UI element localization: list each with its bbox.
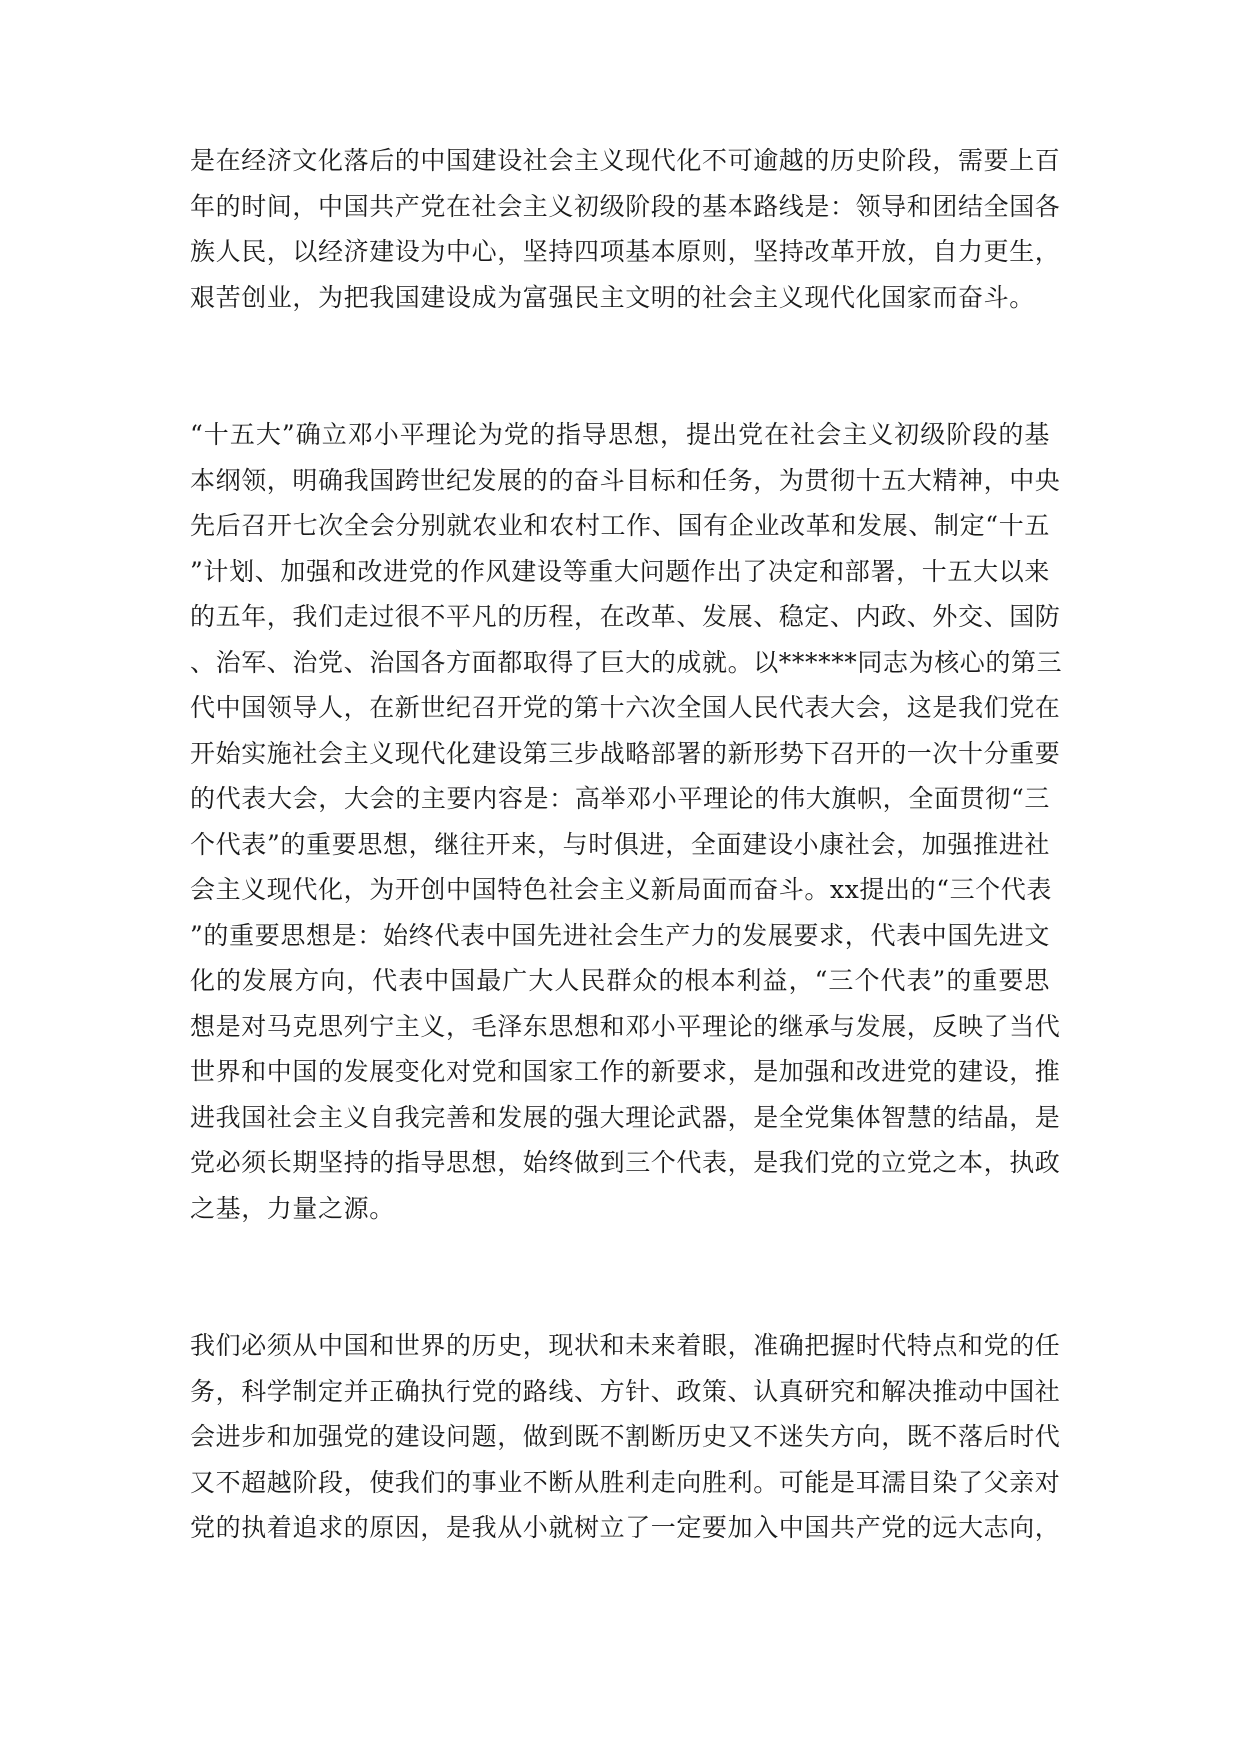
text-line: 的代表大会，大会的主要内容是：高举邓小平理论的伟大旗帜，全面贯彻“三 [190,784,1050,813]
text-line: 代中国领导人，在新世纪召开党的第十六次全国人民代表大会，这是我们党在 [190,693,1061,722]
paragraph-2 [190,412,1063,1231]
paragraph-spacer [190,320,1050,412]
paragraph-spacer [190,1231,1050,1323]
text-line: 、治军、治党、治国各方面都取得了巨大的成就。以******同志为核心的第三 [190,647,1063,677]
text-line: 务，科学制定并正确执行党的路线、方针、政策、认真研究和解决推动中国社 [190,1376,1061,1406]
text-line: ”的重要思想是：始终代表中国先进社会生产力的发展要求，代表中国先进文 [190,920,1050,950]
text-line: 先后召开七次全会分别就农业和农村工作、国有企业改革和发展、制定“十五 [190,511,1050,540]
paragraph-3 [190,1323,1061,1551]
text-line: 个代表”的重要思想，继往开来，与时俱进，全面建设小康社会，加强推进社 [190,829,1050,859]
text-line: 的五年，我们走过很不平凡的历程，在改革、发展、稳定、内政、外交、国防 [190,602,1061,631]
text-line: ”计划、加强和改进党的作风建设等重大问题作出了决定和部署，十五大以来 [190,556,1050,586]
text-line: 党的执着追求的原因，是我从小就树立了一定要加入中国共产党的远大志向， [190,1513,1061,1542]
text-line: 会主义现代化，为开创中国特色社会主义新局面而奋斗。xx提出的“三个代表 [190,875,1052,904]
text-line: 会进步和加强党的建设问题，做到既不割断历史又不迷失方向，既不落后时代 [190,1422,1061,1451]
paragraph-1 [190,138,1061,320]
text-line: 世界和中国的发展变化对党和国家工作的新要求，是加强和改进党的建设，推 [190,1057,1061,1086]
text-line: 化的发展方向，代表中国最广大人民群众的根本利益，“三个代表”的重要思 [190,966,1050,995]
text-line: “十五大”确立邓小平理论为党的指导思想，提出党在社会主义初级阶段的基 [190,420,1050,449]
text-line: 族人民，以经济建设为中心，坚持四项基本原则，坚持改革开放，自力更生， [190,237,1061,266]
text-line: 年的时间，中国共产党在社会主义初级阶段的基本路线是：领导和团结全国各 [190,191,1061,221]
text-line: 本纲领，明确我国跨世纪发展的的奋斗目标和任务，为贯彻十五大精神，中央 [190,465,1061,495]
text-line: 想是对马克思列宁主义，毛泽东思想和邓小平理论的继承与发展，反映了当代 [190,1011,1061,1041]
text-line: 是在经济文化落后的中国建设社会主义现代化不可逾越的历史阶段，需要上百 [190,146,1061,175]
text-line: 进我国社会主义自我完善和发展的强大理论武器，是全党集体智慧的结晶，是 [190,1102,1061,1132]
text-line: 我们必须从中国和世界的历史，现状和未来着眼，准确把握时代特点和党的任 [190,1331,1061,1360]
text-line: 党必须长期坚持的指导思想，始终做到三个代表，是我们党的立党之本，执政 [190,1148,1061,1177]
text-line: 之基，力量之源。 [190,1193,395,1223]
text-line: 开始实施社会主义现代化建设第三步战略部署的新形势下召开的一次十分重要 [190,738,1061,768]
text-line: 又不超越阶段，使我们的事业不断从胜利走向胜利。可能是耳濡目染了父亲对 [190,1467,1061,1497]
text-line: 艰苦创业，为把我国建设成为富强民主文明的社会主义现代化国家而奋斗。 [190,282,1035,312]
document-body [190,138,1063,1551]
